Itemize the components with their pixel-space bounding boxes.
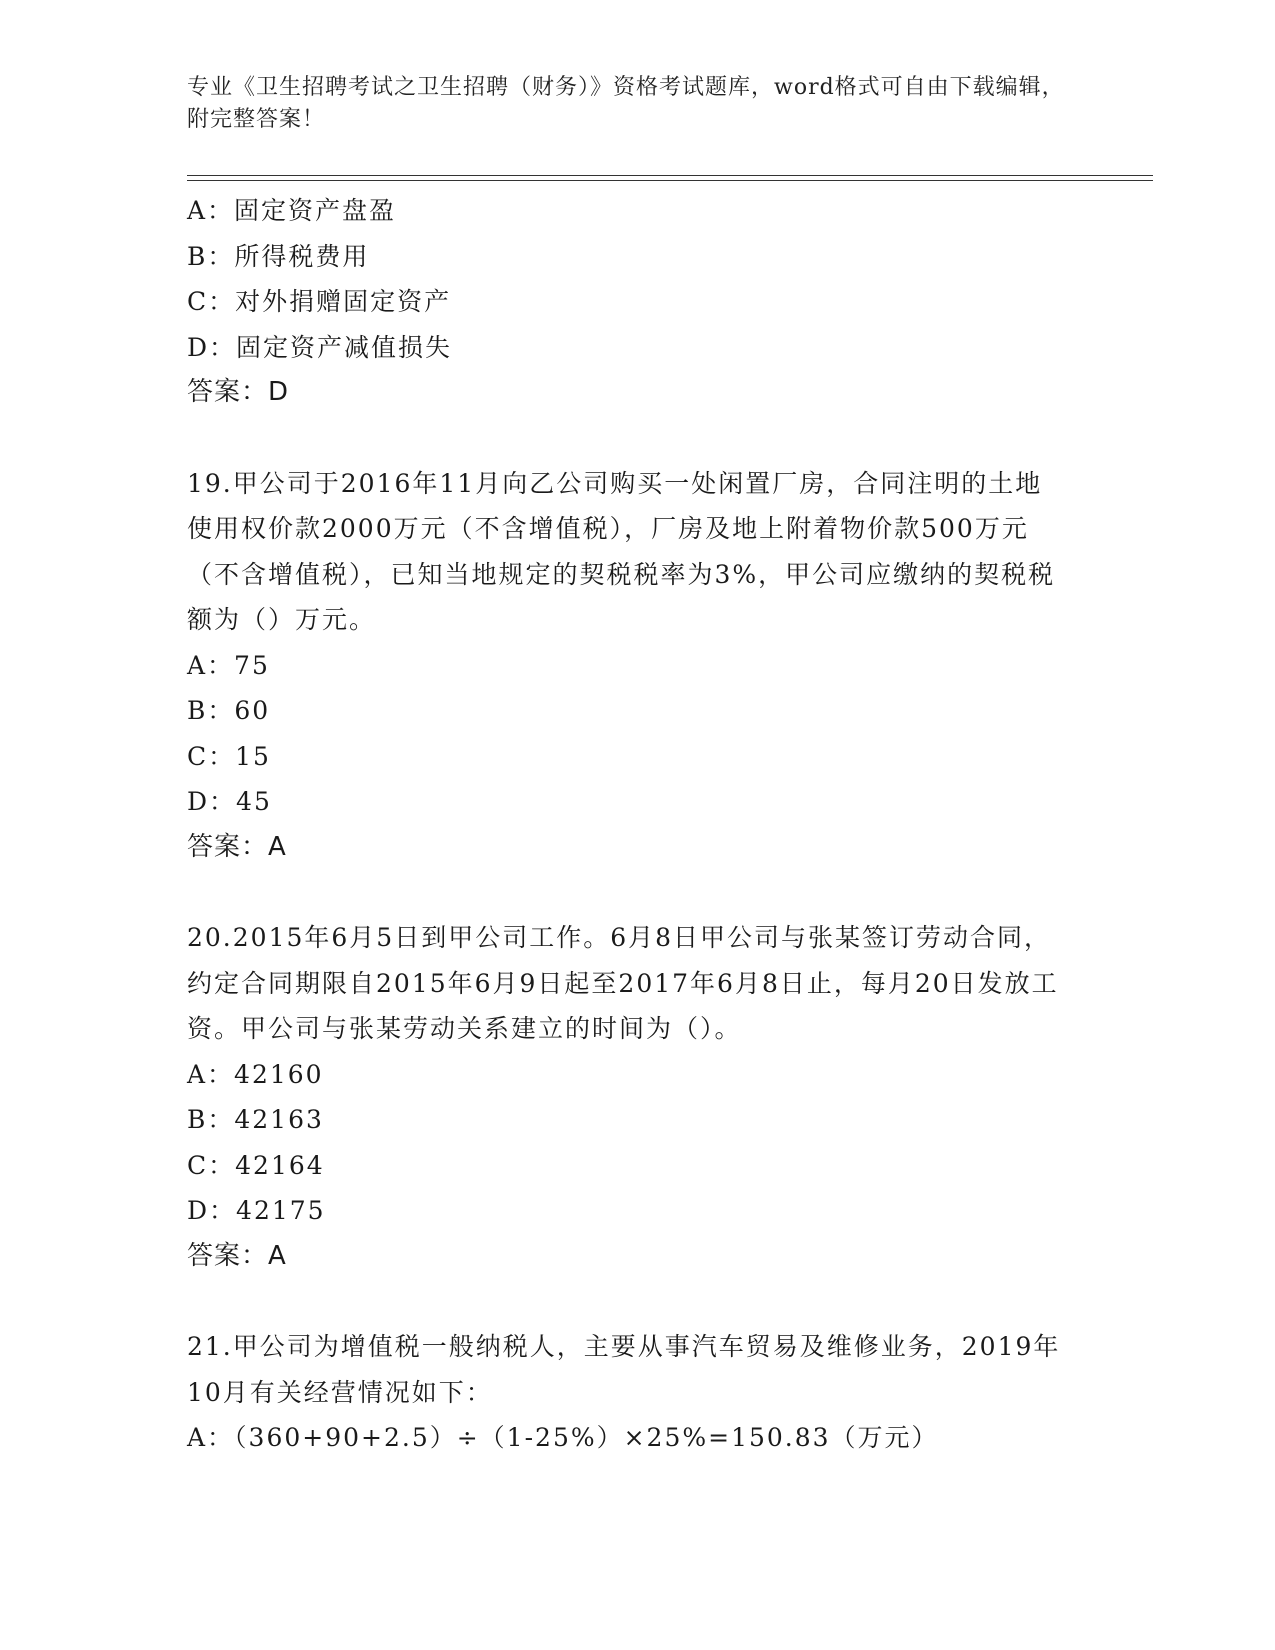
spacer [187,416,1067,461]
q20-option-a: A：42160 [187,1059,324,1089]
q18-option-b: B：所得税费用 [187,241,370,271]
document-header: 专业《卫生招聘考试之卫生招聘（财务）》资格考试题库，word格式可自由下载编辑，附完整答案！ [187,75,1065,132]
q20-option-b: B：42163 [187,1105,324,1134]
q19-option-a: A：75 [187,650,270,680]
q18-option-a: A：固定资产盘盈 [187,196,397,225]
q19-option-d: D：45 [187,787,272,816]
document-body [187,188,1067,1461]
q18-answer: 答案：D [187,377,290,407]
q20-question-text: 20.2015年6月5日到甲公司工作。6月8日甲公司与张某签订劳动合同，约定合同期限自2015年6月9日起至2017年6月8日止，每月20日发放工资。甲公司与张某劳动关系建立的时间为（）。 [187,923,1059,1043]
q20-option-d: D：42175 [187,1196,326,1225]
q19-question-text: 19.甲公司于2016年11月向乙公司购买一处闲置厂房，合同注明的土地使用权价款2000万元（不含增值税），厂房及地上附着物价款500万元（不含增值税），已知当地规定的契税税率为3%，甲公司应缴纳的契税税额为（）万元。 [187,468,1056,634]
q21-question-text: 21.甲公司为增值税一般纳税人，主要从事汽车贸易及维修业务，2019年10月有关经营情况如下： [187,1332,1061,1407]
question-21-block [187,1324,1067,1461]
q18-option-d: D：固定资产减值损失 [187,332,453,362]
q19-option-b: B：60 [187,696,271,725]
q21-option-a: A：（360+90+2.5）÷（1-25%）×25%=150.83（万元） [187,1423,939,1452]
q18-option-c: C：对外捐赠固定资产 [187,287,452,316]
q19-answer: 答案：A [187,831,287,862]
q20-answer: 答案：A [187,1240,287,1271]
spacer [187,1279,1067,1324]
header-divider-top [187,175,1153,176]
header-divider-bottom [187,180,1153,181]
spacer [187,870,1067,915]
question-19-block [187,461,1067,871]
question-20-block [187,915,1067,1279]
q19-option-c: C：15 [187,741,271,771]
question-18-block [187,188,1067,416]
q20-option-c: C：42164 [187,1150,325,1180]
